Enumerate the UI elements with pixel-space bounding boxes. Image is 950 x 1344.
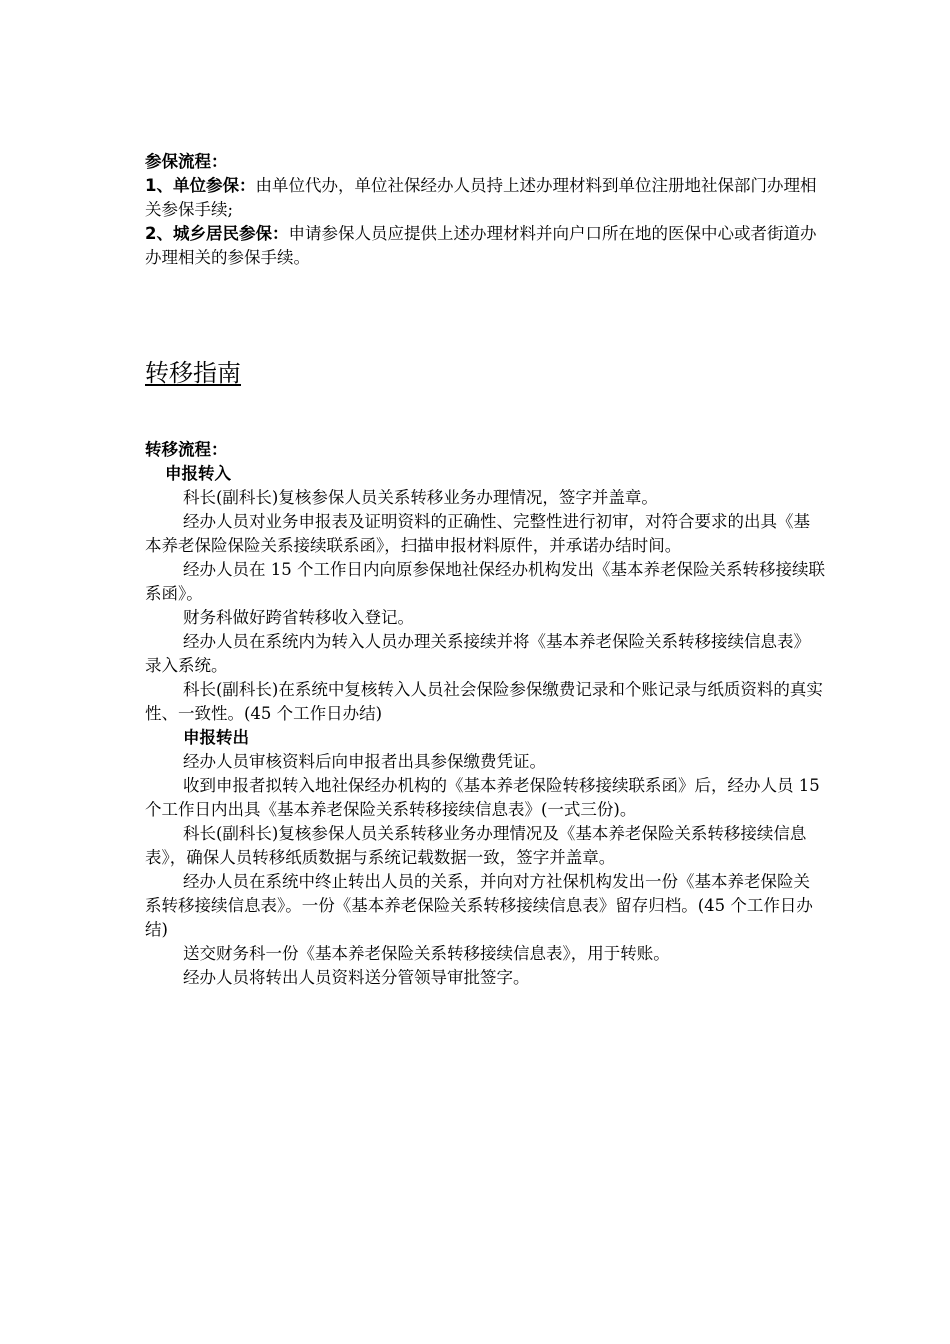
enrollment-item-text: 申请参保人员应提供上述办理材料并向户口所在地的医保中心或者街道办办理相关的参保手续。 bbox=[145, 224, 817, 267]
transfer-section bbox=[145, 438, 825, 990]
enrollment-item-unit bbox=[145, 174, 825, 222]
section-title-transfer-guide: 转移指南 bbox=[145, 359, 241, 387]
enrollment-heading: 参保流程： bbox=[145, 152, 228, 171]
transfer-out-paragraph: 科长(副科长)复核参保人员关系转移业务办理情况及《基本养老保险关系转移接续信息表》，确保人员转移纸质数据与系统记载数据一致，签字并盖章。 bbox=[145, 824, 807, 867]
transfer-out-paragraph: 经办人员在系统中终止转出人员的关系，并向对方社保机构发出一份《基本养老保险关系转移接续信息表》。一份《基本养老保险关系转移接续信息表》留存归档。(45 个工作日办结) bbox=[145, 872, 813, 939]
enrollment-item-text: 由单位代办，单位社保经办人员持上述办理材料到单位注册地社保部门办理相关参保手续; bbox=[145, 176, 817, 219]
transfer-in-paragraph: 经办人员在系统内为转入人员办理关系接续并将《基本养老保险关系转移接续信息表》录入系统。 bbox=[145, 632, 810, 675]
transfer-out-paragraph: 收到申报者拟转入地社保经办机构的《基本养老保险转移接续联系函》后，经办人员 15 个工作日内出具《基本养老保险关系转移接续信息表》(一式三份)。 bbox=[145, 776, 820, 819]
enrollment-item-resident bbox=[145, 222, 825, 270]
enrollment-section bbox=[145, 150, 825, 270]
enrollment-item-label: 1、单位参保： bbox=[145, 176, 256, 195]
transfer-in-paragraph: 经办人员对业务申报表及证明资料的正确性、完整性进行初审，对符合要求的出具《基本养老保险保险关系接续联系函》，扫描申报材料原件，并承诺办结时间。 bbox=[145, 512, 810, 555]
transfer-in-heading: 申报转入 bbox=[165, 464, 231, 483]
transfer-out-paragraph: 经办人员将转出人员资料送分管领导审批签字。 bbox=[183, 968, 530, 987]
transfer-in-paragraph: 科长(副科长)在系统中复核转入人员社会保险参保缴费记录和个账记录与纸质资料的真实性、一致性。(45 个工作日办结) bbox=[145, 680, 823, 723]
transfer-out-paragraph: 经办人员审核资料后向申报者出具参保缴费凭证。 bbox=[183, 752, 546, 771]
transfer-out-paragraph: 送交财务科一份《基本养老保险关系转移接续信息表》，用于转账。 bbox=[183, 944, 670, 963]
transfer-out-heading: 申报转出 bbox=[183, 728, 249, 747]
transfer-in-paragraph: 经办人员在 15 个工作日内向原参保地社保经办机构发出《基本养老保险关系转移接续联系函》。 bbox=[145, 560, 825, 603]
transfer-in-paragraph: 科长(副科长)复核参保人员关系转移业务办理情况，签字并盖章。 bbox=[183, 488, 658, 507]
transfer-flow-heading: 转移流程： bbox=[145, 440, 228, 459]
transfer-in-paragraph: 财务科做好跨省转移收入登记。 bbox=[183, 608, 414, 627]
enrollment-item-label: 2、城乡居民参保： bbox=[145, 224, 289, 243]
